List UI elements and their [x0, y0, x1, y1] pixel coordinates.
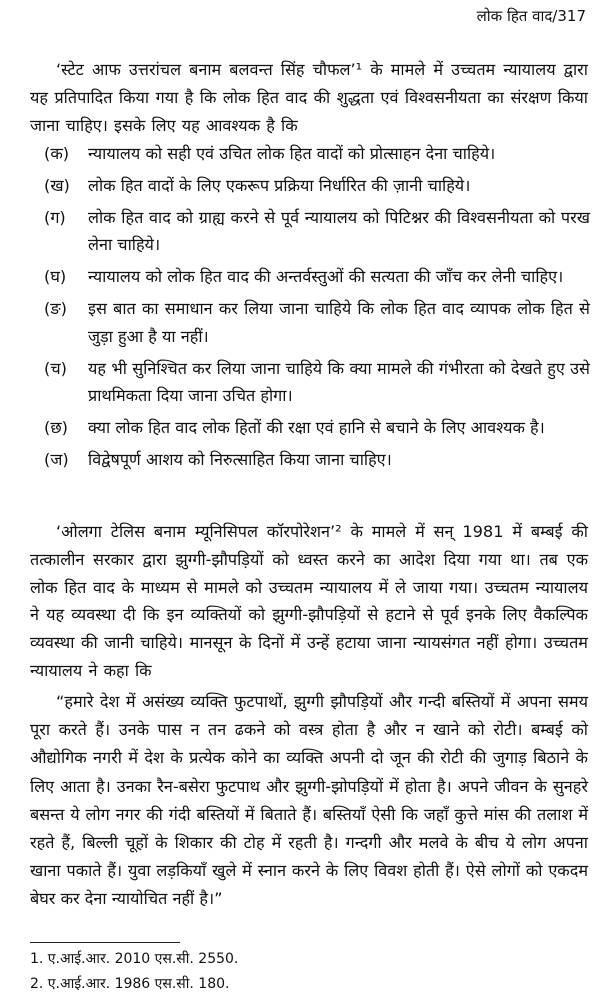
list-item — [44, 263, 590, 291]
footnote-divider — [30, 942, 180, 943]
court-quote: “हमारे देश में असंख्य व्यक्ति फुटपाथों, झुग्गी झौपड़ियों और गन्दी बस्तियों में अपना समय पूरा करते हैं। उनके पास न तन ढकने को वस्त्र होता है और न खाने को रोटी। बम्बई को औद्योगिक नगरी में देश के प्रत्येक कोने का व्यक्ति अपनी दो जून की रोटी की जुगाड़ बिठाने के लिए आता है। उनका रैन-बसेरा फुटपाथ और झुग्गी-झोपड़ियों में होता है। अपने जीवन के सुनहरे बसन्त ये लोग नगर की गंदी बस्तियों में बिताते हैं। बस्तियाँ ऐसी कि जहाँ कुत्ते मांस की तलाश में रहते हैं, बिल्ली चूहों के शिकार की टोह में रहती है। गन्दगी और मलवे के बीच ये लोग अपना खाना पकाते हैं। युवा लड़कियाँ खुले में स्नान करने के लिए विवश होती हैं। ऐसे लोगों को एकदम बेघर कर देना न्यायोचित नहीं है।” — [30, 692, 588, 909]
list-marker: (घ) — [44, 267, 67, 287]
list-marker: (ङ) — [44, 298, 67, 318]
list-marker: (ज) — [44, 449, 69, 469]
list-item-text: न्यायालय को लोक हित वाद की अन्तर्वस्तुओं की सत्यता की जाँच कर लेनी चाहिए। — [88, 267, 564, 287]
list-item — [44, 172, 590, 200]
list-item-text: लोक हित वादों के लिए एकरूप प्रक्रिया निर्धारित की ज़ानी चाहिये। — [88, 175, 471, 195]
list-marker: (ग) — [44, 207, 66, 227]
list-item — [44, 446, 590, 474]
list-item — [44, 140, 590, 168]
list-marker: (च) — [44, 358, 67, 378]
list-item — [44, 295, 590, 351]
list-marker: (छ) — [44, 418, 68, 438]
footnote-2: 2. ए.आई.आर. 1986 एस.सी. 180. — [30, 976, 230, 992]
list-marker: (ख) — [44, 175, 70, 195]
paragraph-intro: ‘स्टेट आफ उत्तरांचल बनाम बलवन्त सिंह चौफल’¹ के मामले में उच्चतम न्यायालय द्वारा यह प्रतिपादित किया गया है कि लोक हित वाद की शुद्धता एवं विश्वसनीयता का संरक्षण किया जाना चाहिए। इसके लिए यह आवश्यक है कि — [30, 60, 588, 135]
paragraph-case: ‘ओलगा टेलिस बनाम म्यूनिसिपल कॉरपोरेशन’² के मामले में सन् 1981 में बम्बई की तत्कालीन सरकार द्वारा झुग्गी-झौपड़ियों को ध्वस्त करने का आदेश दिया गया था। तब एक लोक हित वाद के माध्यम से मामले को उच्चतम न्यायालय में ले जाया गया। उच्चतम न्यायालय ने यह व्यवस्था दी कि इन व्यक्तियों को झुग्गी-झौपड़ियों से हटाने से पूर्व इनके लिए वैकल्पिक व्यवस्था की जानी चाहिये। मानसून के दिनों में उन्हें हटाया जाना न्यायसंगत नहीं होगा। उच्चतम न्यायालय ने कहा कि — [30, 522, 588, 680]
list-item-text: न्यायालय को सही एवं उचित लोक हित वादों को प्रोत्साहन देना चाहिये। — [88, 144, 496, 163]
conditions-list — [44, 140, 590, 474]
running-header: लोक हित वाद/317 — [476, 7, 586, 25]
list-item — [44, 204, 590, 260]
list-item-text: क्या लोक हित वाद लोक हितों की रक्षा एवं हानि से बचाने के लिए आवश्यक है। — [88, 418, 545, 438]
list-item-text: लोक हित वाद को ग्राह्य करने से पूर्व न्यायालय को पिटिश्नर की विश्वसनीयता को परख लेना चाहिये। — [88, 207, 590, 255]
list-item — [44, 414, 590, 442]
list-item-text: इस बात का समाधान कर लिया जाना चाहिये कि लोक हित वाद व्यापक लोक हित से जुड़ा हुआ है या नहीं। — [88, 298, 590, 346]
list-item-text: यह भी सुनिश्चित कर लिया जाना चाहिये कि क्या मामले की गंभीरता को देखते हुए उसे प्राथमिकता दिया जाना उचित होगा। — [88, 358, 590, 406]
list-item-text: विद्वेषपूर्ण आशय को निरुत्साहित किया जाना चाहिए। — [88, 449, 392, 469]
list-item — [44, 355, 590, 411]
footnote-1: 1. ए.आई.आर. 2010 एस.सी. 2550. — [30, 951, 239, 967]
list-marker: (क) — [44, 144, 70, 163]
